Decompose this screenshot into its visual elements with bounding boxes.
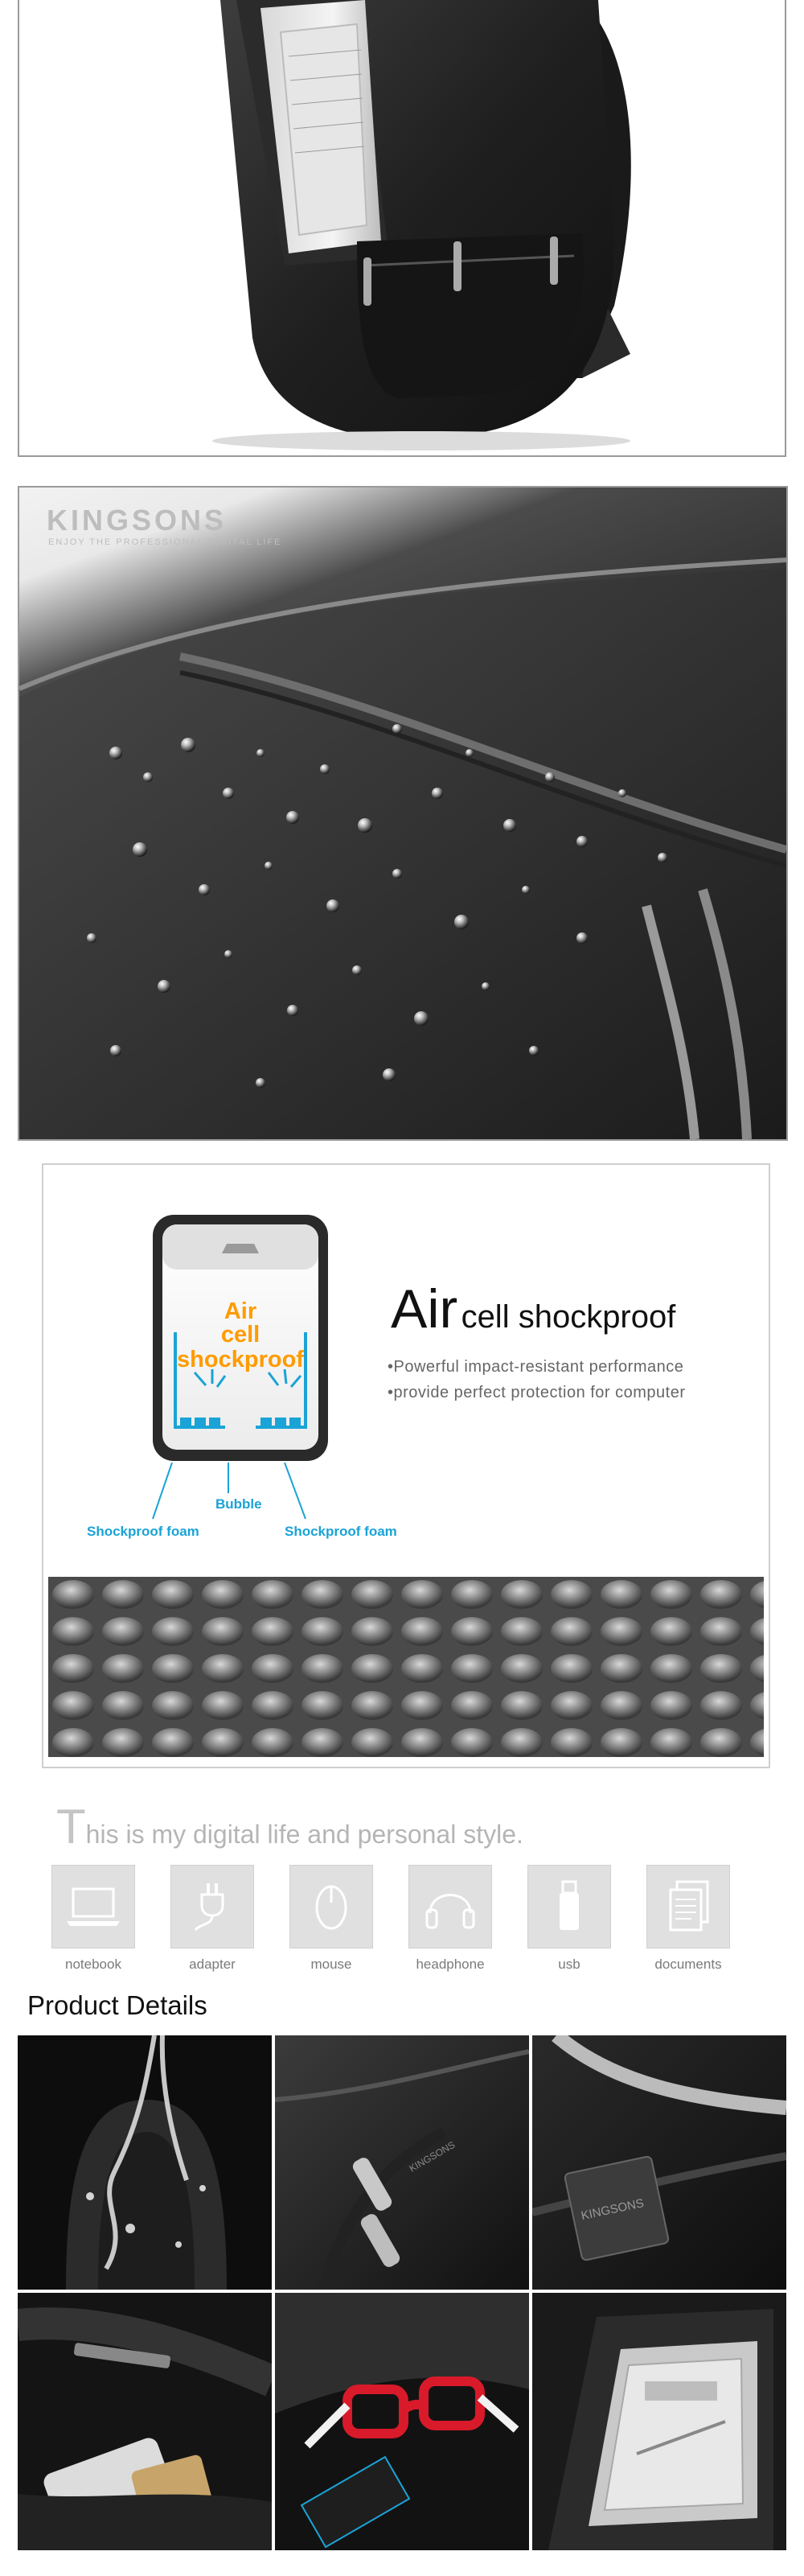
- inner-label-air: Air: [224, 1298, 257, 1324]
- detail-photo-water-splash: [18, 2035, 272, 2290]
- zipper-brand-text: KINGSONS: [407, 2138, 457, 2175]
- detail-photo-laptop-compartment: [532, 2293, 786, 2550]
- patch-brand-text: KINGSONS: [580, 2196, 646, 2224]
- tagline-initial: T: [56, 1800, 86, 1854]
- water-resistant-photo: [18, 486, 788, 1141]
- accessory-label: notebook: [65, 1957, 121, 1972]
- brand-tagline: ENJOY THE PROFESSIONAL DIGITAL LIFE: [48, 537, 282, 547]
- digital-life-tagline: [56, 1799, 523, 1854]
- bubble-callout: Bubble: [215, 1496, 262, 1512]
- air-cell-heading: [391, 1278, 675, 1340]
- product-details-title: Product Details: [27, 1990, 207, 2020]
- shockproof-foam-left-callout: Shockproof foam: [87, 1524, 199, 1539]
- foam-texture-photo: [48, 1577, 764, 1757]
- backpack-top-photo: [18, 0, 786, 457]
- accessory-documents: [632, 1865, 745, 1973]
- accessory-label: usb: [558, 1957, 580, 1972]
- backpack-open-illustration: [19, 0, 786, 457]
- accessory-label: adapter: [189, 1957, 236, 1972]
- air-cell-inner-label: [204, 1300, 277, 1347]
- tagline-text: his is my digital life and personal style.: [85, 1820, 523, 1849]
- laptop-icon: [51, 1865, 135, 1948]
- detail-photo-pocket-phone: [18, 2293, 272, 2550]
- accessory-headphone: [394, 1865, 507, 1973]
- accessories-icon-row: [37, 1865, 761, 1972]
- inner-label-shockproof: shockproof: [177, 1347, 304, 1372]
- wet-fabric-illustration: [19, 488, 786, 1139]
- accessory-label: documents: [654, 1957, 722, 1972]
- foam-bubbles-pattern: [48, 1577, 764, 1757]
- accessory-notebook: [37, 1865, 150, 1973]
- air-cell-panel: [42, 1163, 770, 1768]
- accessory-mouse: [275, 1865, 388, 1973]
- detail-photo-brand-patch: [532, 2035, 786, 2290]
- accessory-usb: [513, 1865, 626, 1973]
- accessory-label: headphone: [416, 1957, 485, 1972]
- brand-logo: KINGSONS: [47, 504, 228, 537]
- accessory-adapter: [156, 1865, 269, 1973]
- air-cell-bullet-1: •Powerful impact-resistant performance: [388, 1358, 684, 1376]
- air-cell-heading-big: Air: [391, 1278, 458, 1339]
- detail-photo-zipper: [275, 2035, 529, 2290]
- headphone-icon: [408, 1865, 492, 1948]
- usb-icon: [527, 1865, 611, 1948]
- mouse-icon: [289, 1865, 373, 1948]
- detail-photo-glasses: [275, 2293, 529, 2550]
- air-cell-bullet-2: •provide perfect protection for computer: [388, 1384, 686, 1401]
- air-cell-heading-small: cell shockproof: [461, 1299, 676, 1335]
- accessory-label: mouse: [310, 1957, 352, 1972]
- shockproof-foam-right-callout: Shockproof foam: [285, 1524, 397, 1539]
- plug-icon: [170, 1865, 254, 1948]
- inner-label-cell: cell: [220, 1322, 260, 1348]
- document-icon: [646, 1865, 730, 1948]
